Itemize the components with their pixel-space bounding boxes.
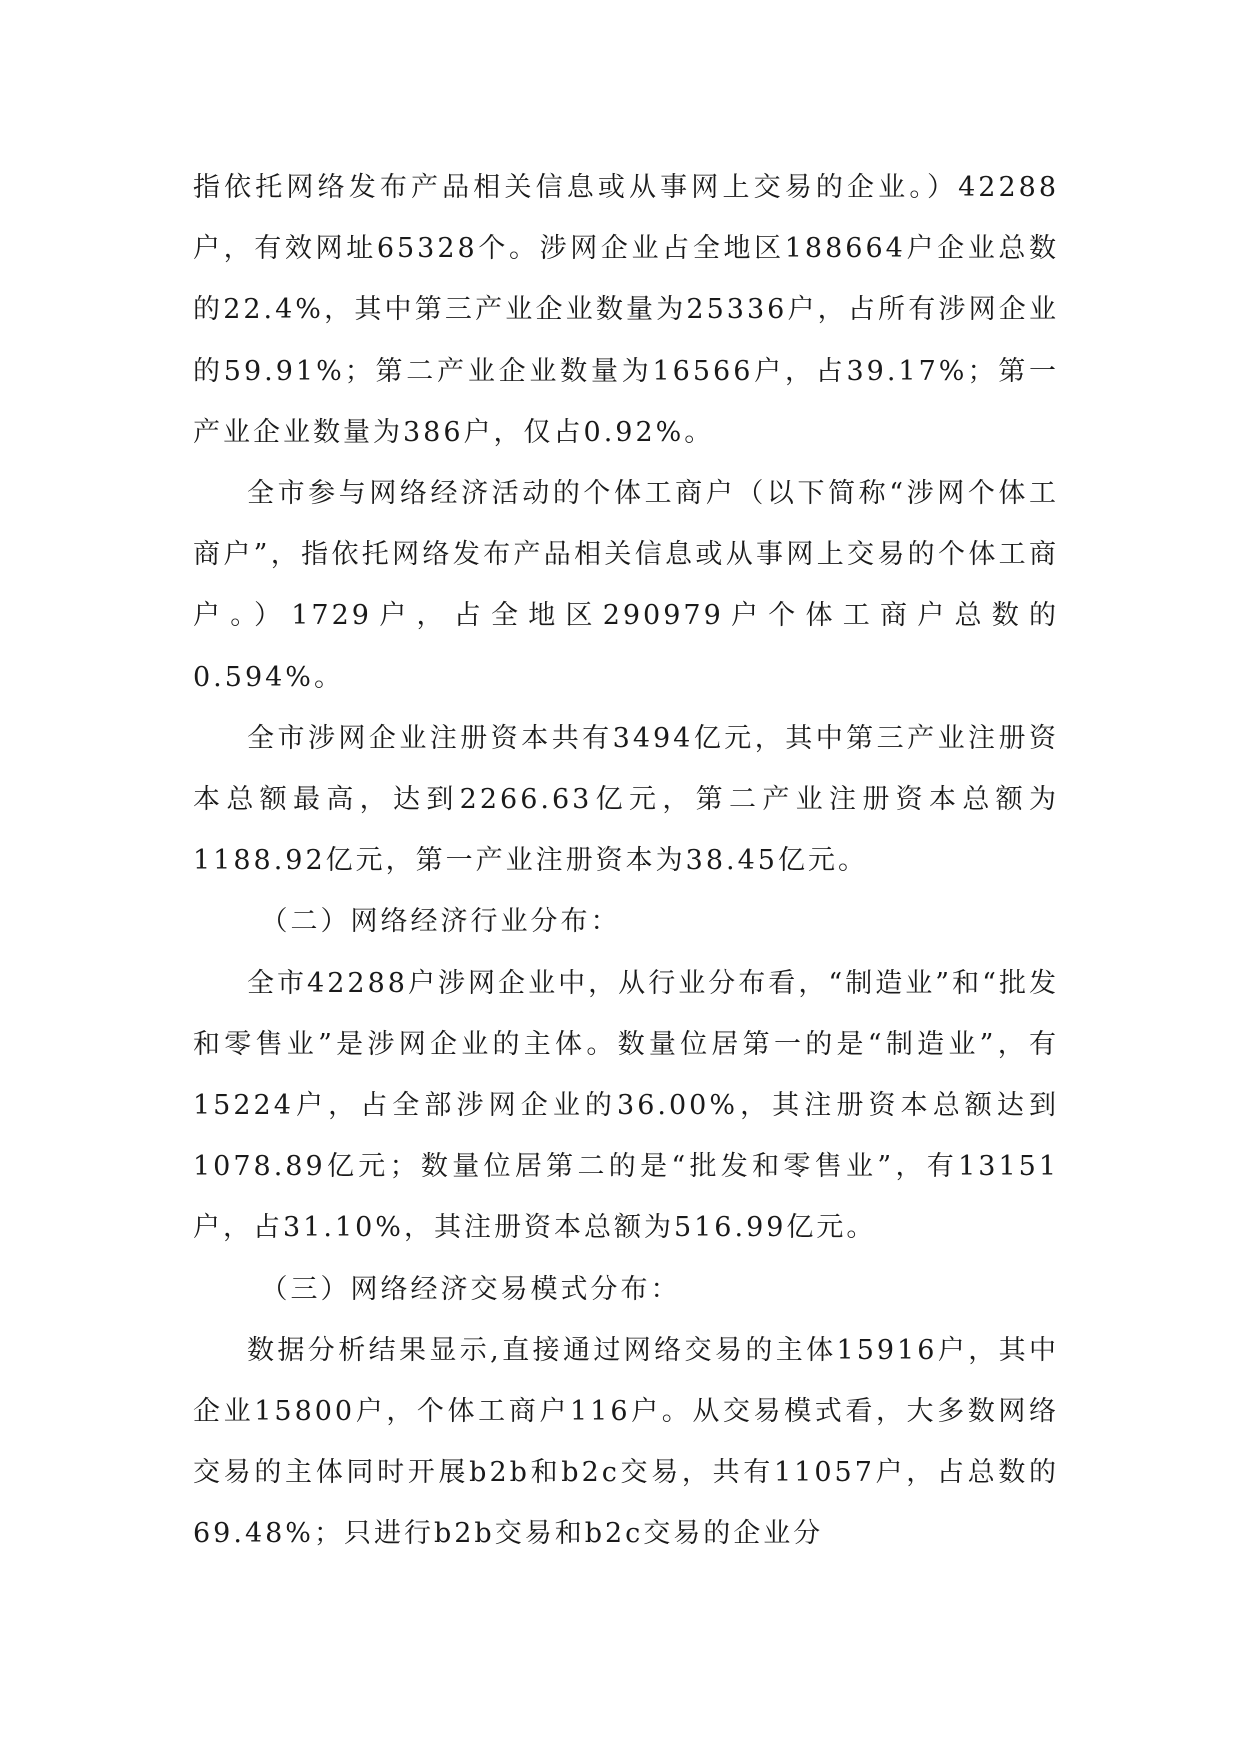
paragraph-enterprises-summary: 指依托网络发布产品相关信息或从事网上交易的企业。）42288户，有效网址65328个。涉网企业占全地区188664户企业总数的22.4%，其中第三产业企业数量为25336户，占所有涉网企业的59.91%；第二产业企业数量为16566户，占39.17%；第一产业企业数量为386户，仅占0.92%。 xyxy=(193,172,1059,448)
paragraph-transaction-modes: 数据分析结果显示,直接通过网络交易的主体15916户，其中企业15800户，个体工商户116户。从交易模式看，大多数网络交易的主体同时开展b2b和b2c交易，共有11057户，占总数的69.48%；只进行b2b交易和b2c交易的企业分 xyxy=(193,1334,1059,1550)
document-body xyxy=(193,157,1059,1565)
paragraph-registered-capital: 全市涉网企业注册资本共有3494亿元，其中第三产业注册资本总额最高，达到2266.63亿元，第二产业注册资本总额为1188.92亿元，第一产业注册资本为38.45亿元。 xyxy=(193,722,1059,877)
section-heading-industry-distribution: （二）网络经济行业分布： xyxy=(260,906,621,938)
paragraph-industry-distribution: 全市42288户涉网企业中，从行业分布看，“制造业”和“批发和零售业”是涉网企业的主体。数量位居第一的是“制造业”，有15224户，占全部涉网企业的36.00%，其注册资本总额达到1078.89亿元；数量位居第二的是“批发和零售业”，有13151户，占31.10%，其注册资本总额为516.99亿元。 xyxy=(193,967,1059,1244)
section-heading-transaction-modes: （三）网络经济交易模式分布： xyxy=(260,1273,681,1305)
paragraph-individual-businesses: 全市参与网络经济活动的个体工商户（以下简称“涉网个体工商户”，指依托网络发布产品相关信息或从事网上交易的个体工商户。）1729户，占全地区290979户个体工商户总数的0.594%。 xyxy=(193,478,1059,693)
